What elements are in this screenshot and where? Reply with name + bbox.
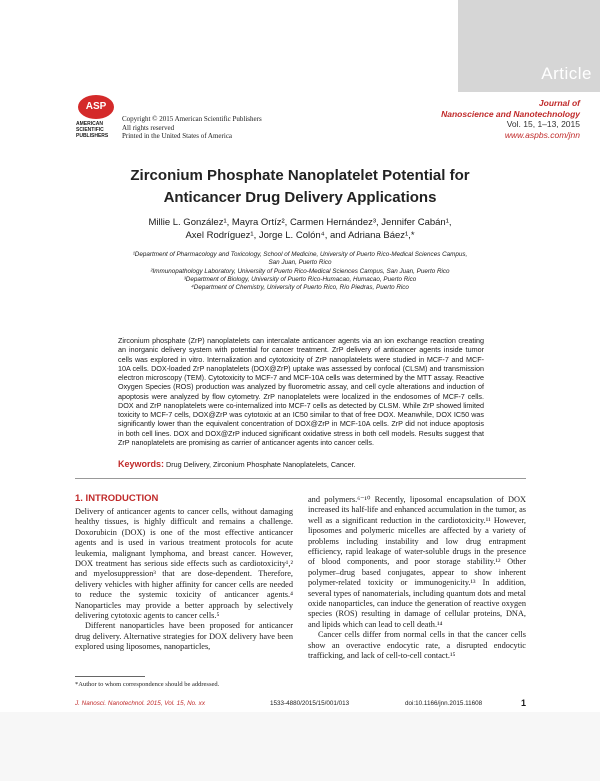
volume-info: Vol. 15, 1–13, 2015 (506, 119, 580, 129)
publisher-name: AMERICAN SCIENTIFIC PUBLISHERS (76, 121, 109, 139)
footer-issn: 1533-4880/2015/15/001/013 (270, 700, 350, 707)
left-column (75, 507, 293, 653)
journal-name-line: Nanoscience and Nanotechnology (441, 108, 580, 119)
right-column (308, 495, 526, 662)
paragraph: Cancer cells differ from normal cells in that the cancer cells show an overactive endocytic rate, a disrupted endocytic trafficking, and lack of cell-to-cell contact.¹⁵ (308, 630, 526, 661)
keywords-text: Drug Delivery, Zirconium Phosphate Nanoplatelets, Cancer. (166, 460, 356, 469)
paragraph: Delivery of anticancer agents to cancer cells, without damaging healthy tissues, is highly difficult and remains a challenge. Doxorubicin (DOX) is one of the most effective anticancer agents and is used in various treatment protocols for acute leukemia, malignant lymphoma, and breast cancer. However, DOX treatment has serious side effects such as cardiotoxicity¹,² and myelosuppression³ that are dose-dependent. Therefore, delivery vehicles with higher affinity for cancer cells are needed to reduce the systemic toxicity of anticancer agents.⁴ Nanoparticles may provide a better approach by selectively delivering cytotoxic agents to cancer cells.⁵ (75, 507, 293, 621)
author-list: Millie L. González¹, Mayra Ortíz², Carmen Hernández³, Jennifer Cabán¹, Axel Rodríguez¹, Jorge L. Colón⁴, and Adriana Báez¹,* (148, 217, 452, 241)
page-bottom-margin (0, 712, 600, 781)
abstract: Zirconium phosphate (ZrP) nanoplatelets can intercalate anticancer agents via an ion exchange reaction creating an inorganic delivery system with potential for cancer treatment. ZrP delivery of anticancer agents inside tumor cells was explored in vitro. Internalization and cytotoxicity of ZrP nanoplatelets were studied in MCF-7 and MCF-10A cells. DOX-loaded ZrP nanoplatelets (DOX@ZrP) uptake was assessed by confocal (CLSM) and transmission electron microscopy (TEM). Cytotoxicity to MCF-7 and MCF-10A cells was determined by the MTT assay. Reactive Oxygen Species (ROS) production was analyzed by fluorometric assay, and cell cycle alterations and induction of apoptosis were analyzed by flow cytometry. ZrP nanoplatelets were localized in the endosomes of MCF-7 cells. DOX and ZrP nanoplatelets were co-internalized into MCF-7 cells as detected by CLSM. While ZrP showed limited toxicity to MCF-7 cells, DOX@ZrP was cytotoxic at an IC50 similar to that of free DOX. Meanwhile, DOX IC50 was significantly lower than the equivalent concentration of DOX@ZrP in MCF-10A cells. ZrP did not induce apoptosis in both cell lines. DOX and DOX@ZrP induced significant oxidative stress in both cell models. Results suggest that ZrP nanoplatelets are promising as carrier of anticancer agents into cancer cells. (118, 336, 484, 447)
keywords-label: Keywords: (118, 459, 165, 469)
page-number: 1 (520, 698, 526, 708)
asp-logo-icon: ASP (78, 95, 114, 119)
section-heading: 1. INTRODUCTION (75, 493, 159, 504)
affiliations: ¹Department of Pharmacology and Toxicology, School of Medicine, University of Puerto Rico-Medical Sciences Campus, San Juan, Puerto Rico ²Immunopathology Laboratory, University of Puerto Rico-Medical Sciences Campus, San Juan, Puerto Rico ³Department of Biology, University of Puerto Rico-Humacao, Humacao, Puerto Rico ⁴Department of Chemistry, University of Puerto Rico, Río Piedras, Puerto Rico (132, 251, 468, 292)
divider (75, 478, 526, 479)
paper-title: Zirconium Phosphate Nanoplatelet Potential for Anticancer Drug Delivery Applications (130, 167, 470, 206)
journal-name-line: Journal of (538, 98, 580, 108)
journal-info (430, 98, 580, 140)
paragraph: and polymers.⁶⁻¹⁰ Recently, liposomal encapsulation of DOX increased its half-life and enhanced accumulation in the tumor, as well as a significant reduction in the cardiotoxicity.¹¹ However, liposomes and polymeric micelles are affected by a variety of problems including instability and low drug entrapment efficiency, rapid leakage of water-soluble drugs in the presence of blood components, and poor storage stability.¹² Other polymer–drug based conjugates, appear to show inherent polymer-related toxicity or immunogenicity.¹³ In addition, several types of nanomaterials, including quantum dots and metal oxide nanoparticles, can induce the generation of reactive oxygen species (ROS) resulting in damage of cellular proteins, DNA, and lipids which can lead to cell death.¹⁴ (308, 495, 526, 629)
paragraph: Different nanoparticles have been proposed for anticancer drug delivery. Alternative strategies for DOX delivery have been explored using liposomes, nanoparticles, (75, 621, 293, 652)
footnote-divider (75, 676, 145, 677)
keywords (118, 459, 484, 469)
footnote: *Author to whom correspondence should be addressed. (75, 681, 220, 688)
journal-url[interactable]: www.aspbs.com/jnn (504, 129, 580, 140)
footer-journal: J. Nanosci. Nanotechnol. 2015, Vol. 15, No. xx (75, 700, 205, 707)
page-footer (75, 700, 526, 707)
article-label: Article (541, 64, 592, 83)
footer-doi: doi:10.1166/jnn.2015.11608 (405, 700, 483, 707)
copyright-notice: Copyright © 2015 American Scientific Publishers All rights reserved Printed in the United States of America (122, 115, 262, 140)
